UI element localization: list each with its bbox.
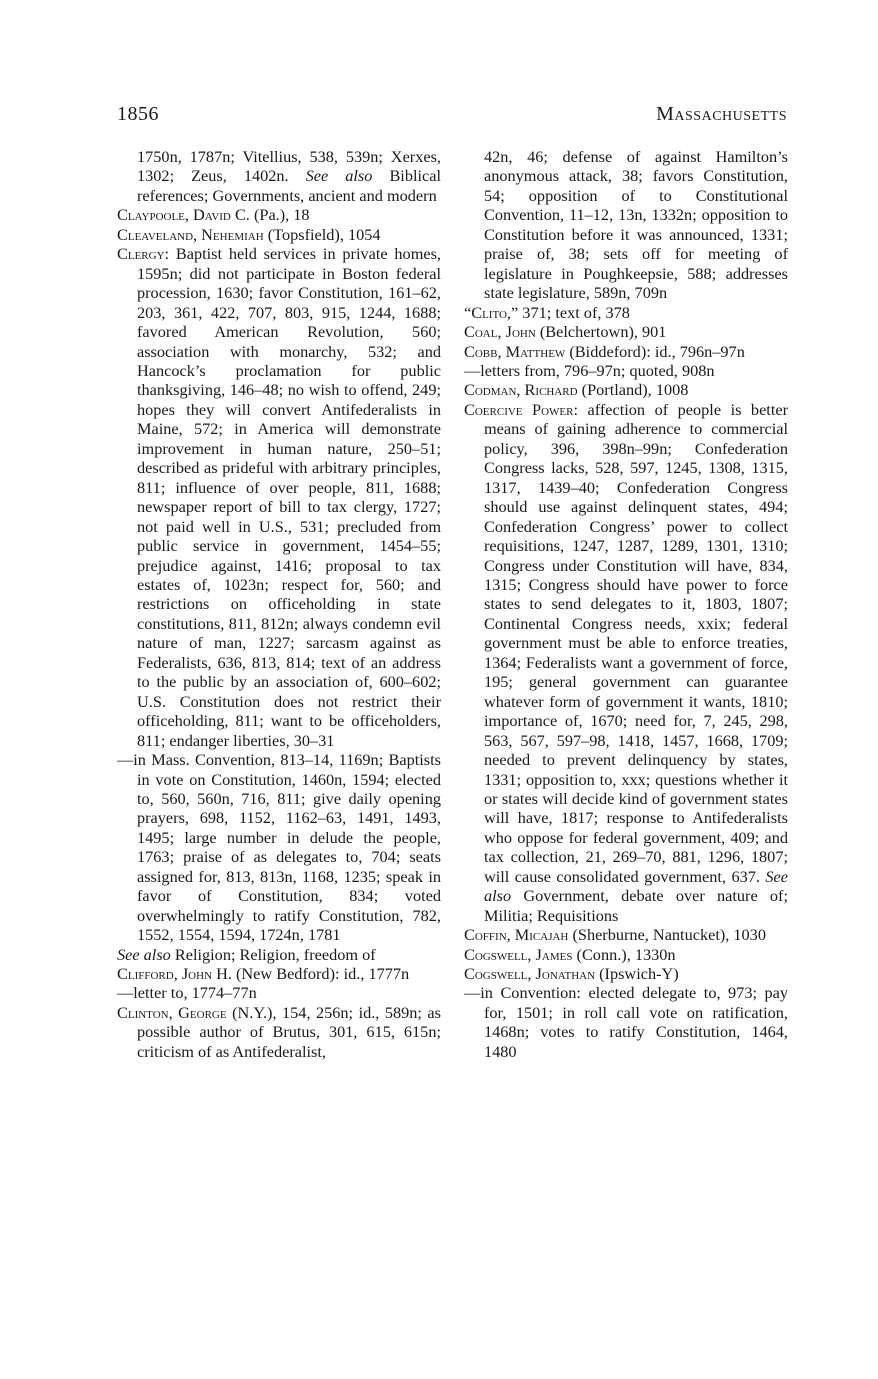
entry-heading: Coal, John — [464, 322, 536, 342]
index-entry — [117, 945, 441, 964]
entry-text: (N.Y.), 154, 256n; id., 589n; as possible author of Brutus, 301, 615, 615n; criticism of as Antifederalist, — [137, 1002, 441, 1061]
index-column-right — [464, 147, 788, 1061]
entry-text: 371; text of, 378 — [518, 302, 630, 322]
entry-text: (Portland), 1008 — [577, 380, 689, 400]
index-entry — [464, 380, 788, 399]
index-entry — [117, 964, 441, 983]
entry-text: (Ipswich-Y) — [595, 964, 679, 984]
entry-text: —in Convention: elected delegate to, 973; pay for, 1501; in roll call vote on ratification, 1468n; votes to ratify Constitution, 1464, 1480 — [464, 983, 788, 1061]
entry-heading: Clifford, John H. — [117, 964, 232, 984]
index-subentry — [464, 983, 788, 1061]
entry-heading: Cobb, Matthew — [464, 341, 566, 361]
entry-text: Religion; Religion, freedom of — [170, 944, 376, 964]
entry-text: 1750n, 1787n; Vitellius, 538, 539n; Xerxes, 1302; Zeus, 1402n. — [137, 147, 441, 186]
index-entry — [117, 225, 441, 244]
index-entry — [464, 303, 788, 322]
entry-heading: “Clito,” — [464, 302, 519, 322]
page-header — [117, 103, 787, 129]
entry-text: —in Mass. Convention, 813–14, 1169n; Baptists in vote on Constitution, 1460n, 1594; elected to, 560, 560n, 716, 811; give daily opening prayers, 698, 1152, 1162–63, 1491, 1493, 1495; large number in delude the people, 1763; praise of as delegates to, 704; seats assigned for, 813, 813n, 1168, 1235; speak in favor of Constitution, 834; voted overwhelmingly to ratify Constitution, 782, 1552, 1554, 1594, 1724n, 1781 — [117, 750, 441, 945]
entry-heading: Cogswell, James — [464, 944, 573, 964]
index-subentry — [117, 983, 441, 1002]
entry-text: (Belchertown), 901 — [535, 322, 667, 342]
entry-text: (Pa.), 18 — [249, 205, 310, 225]
entry-text: Biblical references; Governments, ancient and modern — [137, 166, 441, 205]
index-column-left — [117, 147, 441, 1061]
index-entry — [464, 400, 788, 925]
see-also-label: See also — [305, 166, 373, 186]
entry-heading: Clinton, George — [117, 1002, 227, 1022]
index-entry — [464, 925, 788, 944]
index-entry — [117, 1003, 441, 1061]
index-entry — [117, 244, 441, 750]
entry-heading: Coercive Power — [464, 399, 574, 419]
entry-heading: Claypoole, David C. — [117, 205, 250, 225]
index-subentry — [464, 361, 788, 380]
see-also-label: See also — [117, 944, 171, 964]
index-entry-continued — [117, 147, 441, 205]
entry-heading: Coffin, Micajah — [464, 925, 569, 945]
entry-heading: Clergy — [117, 244, 165, 264]
index-entry — [117, 205, 441, 224]
entry-text: —letters from, 796–97n; quoted, 908n — [464, 360, 715, 380]
entry-text: (Conn.), 1330n — [572, 944, 676, 964]
index-entry — [464, 342, 788, 361]
page-number: 1856 — [117, 103, 159, 125]
see-also-label: See also — [484, 866, 788, 906]
entry-text: (Topsfield), 1054 — [263, 224, 381, 244]
index-entry — [464, 964, 788, 983]
entry-heading: Codman, Richard — [464, 380, 578, 400]
index-subentry — [117, 750, 441, 945]
index-entry — [464, 945, 788, 964]
entry-text: 42n, 46; defense of against Hamilton’s anonymous attack, 38; favors Constitution, 54; opposition of to Constitutional Convention, 11–12, 13n, 1332n; opposition to Constitution before it was announced, 1331; praise of, 38; sets off for meeting of legislature in Poughkeepsie, 588; addresses state legislature, 589n, 709n — [484, 147, 788, 303]
entry-heading: Cleaveland, Nehemiah — [117, 224, 264, 244]
entry-text: (New Bedford): id., 1777n — [231, 964, 410, 984]
entry-text: (Sherburne, Nantucket), 1030 — [568, 925, 766, 945]
entry-text: : Baptist held services in private homes, 1595n; did not participate in Boston federal procession, 1630; favor Constitution, 161–62, 203, 361, 422, 707, 803, 915, 1244, 1688; favored American Revolution, 560; association with monarchy, 532; and Hancock’s proclamation for public thanksgiving, 146–48; no wish to offend, 249; hopes they will convert Antifederalists in Maine, 572; in America will demonstrate improvement in human nature, 250–51; described as prideful with arbitrary principles, 811; influence of over people, 811, 1688; newspaper report of bill to tax clergy, 1727; not paid well in U.S., 531; precluded from public service in government, 1454–55; prejudice against, 1416; proposal to tax estates of, 1023n; respect for, 560; and restrictions on officeholding in state constitutions, 811, 812n; always condemn evil nature of man, 1227; sarcasm against as Federalists, 636, 813, 814; text of an address to the public by an association of, 600–602; U.S. Constitution does not restrict their officeholding, 811; want to be officeholders, 811; endanger liberties, 30–31 — [137, 244, 441, 750]
entry-heading: Cogswell, Jonathan — [464, 964, 596, 984]
index-entry — [464, 322, 788, 341]
entry-text: —letter to, 1774–77n — [117, 983, 257, 1003]
running-head: Massachusetts — [656, 103, 787, 125]
index-entry-continued — [464, 147, 788, 303]
entry-text: Government, debate over nature of; Militia; Requisitions — [484, 886, 788, 925]
entry-text: : affection of people is better means of gaining adherence to commercial policy, 396, 398n–99n; Confederation Congress lacks, 528, 597, 1245, 1308, 1315, 1317, 1439–40; Confederation Congress should use against delinquent states, 494; Confederation Congress’ power to collect requisitions, 1247, 1287, 1289, 1301, 1310; Congress under Constitution will have, 834, 1315; Congress should have power to force states to send delegates to it, 1803, 1807; Continental Congress needs, xxix; federal government must be able to enforce treaties, 1364; Federalists want a government of force, 195; general government can guarantee whatever form of government it wants, 1810; importance of, 1670; need for, 7, 245, 298, 563, 567, 597–98, 1418, 1457, 1668, 1709; needed to prevent delinquency by states, 1331; opposition to, xxx; questions whether it or states will decide kind of government states will have, 1817; response to Antifederalists who oppose for federal government, 409; and tax collection, 21, 269–70, 881, 1296, 1807; will cause consolidated government, 637. — [484, 399, 788, 886]
entry-text: (Biddeford): id., 796n–97n — [565, 341, 745, 361]
